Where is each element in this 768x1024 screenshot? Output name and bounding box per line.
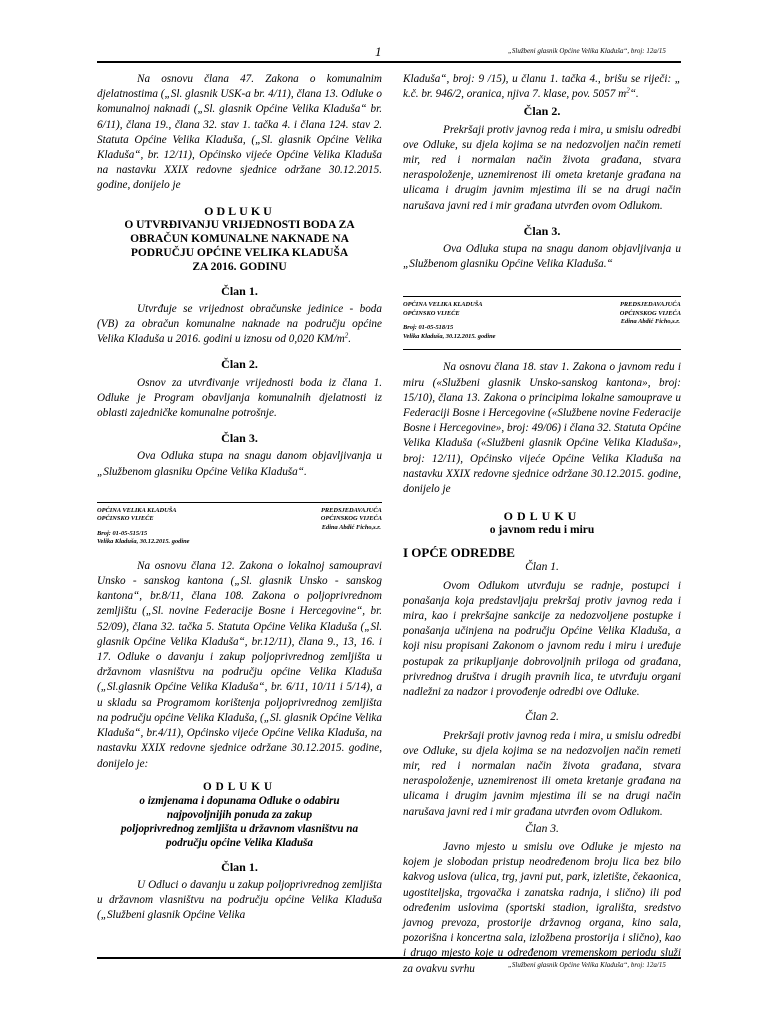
decision-word: ODLUKU bbox=[204, 203, 275, 218]
running-footer: „Službeni glasnik Općine Velika Kladuša“, broj: 12a/15 bbox=[508, 961, 666, 969]
article-text: U Odluci o davanju u zakup poljoprivrednog zemljišta u državnom vlasništvu na području općine Velika Kladuša („Službeni glasnik Općine Velika bbox=[97, 878, 382, 922]
header-rule bbox=[97, 61, 681, 63]
article-heading: Član 2. bbox=[525, 711, 559, 724]
article-text: Ova Odluka stupa na snagu danom objavljivanja u „Službenom glasniku Općine Velika Kladuša.“ bbox=[403, 243, 681, 271]
decision-title-line: PODRUČJU OPĆINE VELIKA KLADUŠA bbox=[130, 246, 349, 259]
document-date: Velika Kladuša, 30.12.2015. godine bbox=[403, 332, 496, 340]
article-heading: Član 3. bbox=[525, 822, 559, 835]
decision-word: ODLUKU bbox=[503, 509, 581, 524]
signature-body: OPĆINSKO VIJEĆE bbox=[97, 515, 154, 523]
signature-block-1 bbox=[97, 502, 382, 545]
article-heading: Član 3. bbox=[221, 431, 258, 446]
article-text: Ovom Odlukom utvrđuju se radnje, postupci i ponašanja koja predstavljaju prekršaj protiv javnog reda i mira, kao i prekršajne sankcije za nedozvoljene postupke i ponašanja učinjena na području Općine Velika Kladuša, a koji nisu propisani Zakonom o javnom redu i miru i uređuje postupak za prikupljanje dobrovoljnih priloga od građana, privrednog društva i drugih pravnih lica, te utvrđuju organi nadležni za nadzor i provođenje odredbi ove Odluke. bbox=[403, 579, 681, 699]
intro-paragraph-1: Na osnovu člana 47. Zakona o komunalnim djelatnostima („Sl. glasnik USK-a br. 4/11), člana 13. Odluke o komunalnoj naknadi („Sl. glasnik Općine Velika Kladuša“ br. 6/11), člana 19., člana 32. stav 1. tačka 4. i člana 124. stav 2. Statuta Općine Velika Kladuša, („Sl. glasnik Općine Velika Kladuša“, br. 12/11), Općinsko vijeće Općine Velika Kladuša na nastavku XXIX redovne sjednice održane 30.12.2015. godine, donijelo je bbox=[97, 73, 382, 192]
decision-title-line: ZA 2016. GODINU bbox=[192, 260, 287, 273]
document-number: Broj: 01-05-515/15 bbox=[97, 529, 148, 537]
article-heading: Član 2. bbox=[221, 357, 258, 372]
decision-title-line: OBRAČUN KOMUNALNE NAKNADE NA bbox=[130, 232, 349, 245]
page-number: 1 bbox=[375, 44, 382, 59]
article-text: Javno mjesto u smislu ove Odluke je mjesto na kojem je slobodan pristup neodređenom broju lica bez bilo kakvog uslova (ulica, trg, javni put, park, izletište, čekaonica, ugostiteljska, trgovačka i zanatska radnja, i slično) ili pod određenim uslovima (sportski stadion, igrališta, sredstvo javnog prevoza, prostorije državnog organa, kino sala, pozorišna i koncertna sala, izložbena prostorija i slično), kao i drugo mjesto koje u određenom vremenskom periodu služi za ovakvu svrhu bbox=[403, 840, 681, 975]
intro-paragraph-3: Na osnovu člana 18. stav 1. Zakona o javnom redu i miru («Službeni glasnik Unsko-sanskog kantona», broj: 15/10), člana 13. Zakona o principima lokalne samouprave u Federaciji Bosne i Hercegovine («Službene novine Federacije Bosne i Hercegovine», broj: 49/06) i člana 32. Statuta Općine Velika Kladuša («Službeni glasnik Općine Velika Kladuša», broj: 12/11), Općinsko vijeće Općine Velika Kladuša na nastavku XXIX redovne sjednice održane 30.12.2015. godine, donijelo je bbox=[403, 361, 681, 496]
signature-role-2: OPĆINSKOG VIJEĆA bbox=[320, 515, 382, 523]
article-text: Osnov za utvrđivanje vrijednosti boda iz člana 1. Odluke je Program obavljanja komunalnih djelatnosti iz oblasti zajedničke komunalne potrošnje. bbox=[97, 376, 382, 420]
article-heading: Član 1. bbox=[221, 859, 258, 874]
running-header: „Službeni glasnik Općine Velika Kladuša“, broj: 12a/15 bbox=[508, 47, 666, 55]
decision-title-line: području općine Velika Kladuša bbox=[165, 836, 313, 849]
article-heading: Član 1. bbox=[221, 283, 258, 298]
decision-title-2 bbox=[97, 780, 382, 850]
continued-text: Kladuša“, broj: 9 /15), u članu 1. tačka 4., brišu se riječi: „ k.č. br. 946/2, oranica, njiva 7. klase, pov. 5057 $m^2“$. bbox=[403, 73, 681, 101]
decision-title-line: poljoprivrednog zemljišta u državnom vlasništvu na bbox=[120, 822, 359, 835]
signature-block-2 bbox=[403, 296, 681, 345]
decision-title-1 bbox=[97, 204, 382, 274]
document-date: Velika Kladuša, 30.12.2015. godine bbox=[97, 538, 190, 546]
signature-org: OPĆINA VELIKA KLADUŠA bbox=[97, 506, 177, 514]
article-heading: Član 3. bbox=[523, 223, 561, 238]
section-heading: I OPĆE ODREDBE bbox=[403, 545, 515, 561]
decision-title-line: o izmjenama i dopunama Odluke o odabiru bbox=[139, 794, 340, 807]
decision-title-3 bbox=[403, 509, 681, 537]
article-text: Utvrđuje se vrijednost obračunske jedinice - boda (VB) za obračun komunalne naknade na području općine Velika Kladuša u 2016. godini u iznosu od 0,020 $KM/m^2$. bbox=[97, 302, 382, 346]
decision-title-line: najpovoljnijih ponuda za zakup bbox=[166, 808, 313, 821]
article-heading: Član 1. bbox=[525, 561, 559, 574]
decision-word: ODLUKU bbox=[202, 780, 277, 793]
right-column bbox=[403, 72, 681, 977]
decision-title-line: O UTVRĐIVANJU VRIJEDNOSTI BODA ZA bbox=[124, 218, 355, 231]
article-text: Prekršaji protiv javnog reda i mira, u smislu odredbi ove Odluke, su djela kojima se na nedozvoljen način remeti mir, red i normalan način života građana, stvara neraspoloženje, uznemirenost ili ometa kretanje građana na ulicama i drugim javnim mjestima ili se na drugi način narušava javni red i mir građana utvrđen ovom Odlukom. bbox=[403, 123, 681, 212]
article-heading: Član 2. bbox=[523, 104, 561, 119]
signature-body: OPĆINSKO VIJEĆE bbox=[403, 309, 460, 317]
footer-rule bbox=[97, 957, 681, 959]
signatory-name: Edina Abdić Ficho,s.r. bbox=[620, 318, 680, 326]
signatory-name: Edina Abdić Ficho,s.r. bbox=[321, 523, 381, 531]
signature-org: OPĆINA VELIKA KLADUŠA bbox=[403, 301, 483, 309]
signature-role-2: OPĆINSKOG VIJEĆA bbox=[619, 309, 681, 317]
left-column bbox=[97, 72, 382, 924]
signature-role: PREDSJEDAVAJUĆA bbox=[619, 301, 681, 309]
article-text: Ova Odluka stupa na snagu danom objavljivanja u „Službenom glasniku Općine Velika Kladuša“. bbox=[97, 450, 382, 478]
intro-paragraph-2: Na osnovu člana 12. Zakona o lokalnoj samoupravi Unsko - sanskog kantona („Sl. glasnik Unsko - sanskog kantona“, br.8/11, člana 108. Zakona o poljoprivrednom zemljištu („Sl. novine Federacije Bosne i Hercegovine“, br. 52/09), člana 32. tačka 5. Statuta Općine Velika Kladuša („Sl. glasnik Općine Velika Kladuša“, br.12/11), člana 9., 13, 16. i 17. Odluke o davanju i zakup poljoprivrednog zemljišta u državnom vlasništvu na području općine Velika Kladuša („Sl.glasnik Općine Velika Kladuša“, br. 6/11, 10/11 i 5/14), a u skladu sa Programom korištenja poljoprivrednog zemljišta na području općine Velika Kladuša, („Sl. glasnik Općine Velika Kladuša“, br.4/11), Općinsko vijeće Općine Velika Kladuša, na nastavku XXIX redovne sjednice održane 30.12.2015. godine, donijelo je: bbox=[97, 559, 382, 770]
article-text: Prekršaji protiv javnog reda i mira, u smislu odredbi ove Odluke, su djela kojima se na nedozvoljen način remeti mir, red i normalan način života građana, stvara neraspoloženje, uznemirenost ili ometa kretanje građana na ulicama i drugim javnim mjestima ili se na drugi način narušava javni red i mir građana utvrđen ovom Odlukom. bbox=[403, 729, 681, 818]
signature-role: PREDSJEDAVAJUĆA bbox=[320, 506, 382, 514]
decision-subtitle: o javnom redu i miru bbox=[489, 524, 595, 537]
document-number: Broj: 01-05-518/15 bbox=[403, 324, 454, 332]
separator-rule bbox=[403, 349, 681, 350]
